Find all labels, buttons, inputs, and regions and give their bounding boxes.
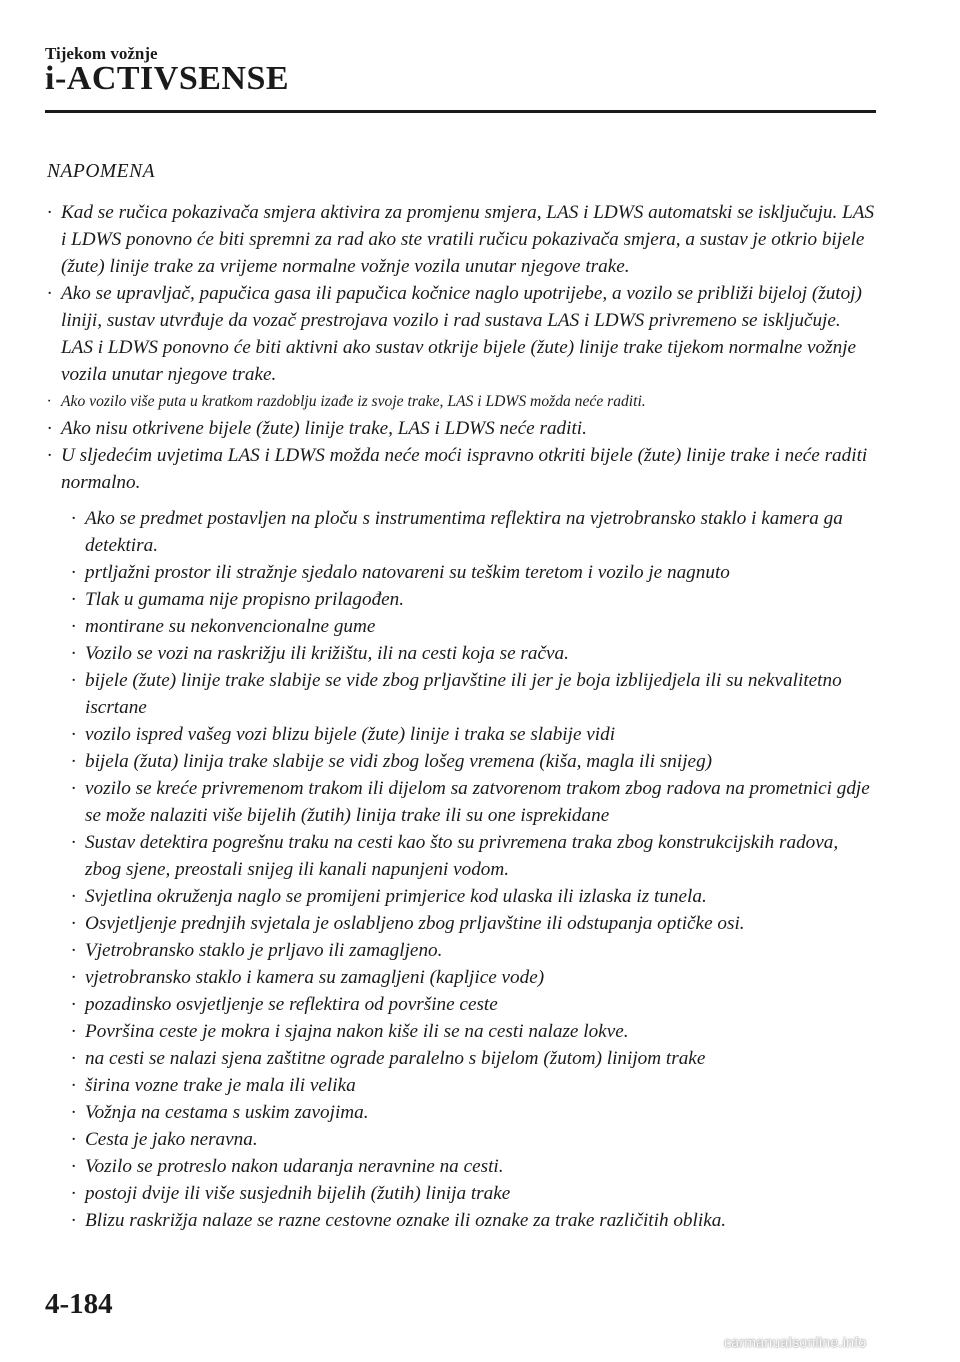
sub-bullet-item [71,505,877,559]
note-heading: NAPOMENA [47,161,155,182]
bullet-text: Ako vozilo više puta u kratkom razdoblju izađe iz svoje trake, LAS i LDWS možda neće raditi. [61,393,646,410]
bullet-dot: · [71,1075,76,1096]
sub-bullet-item [71,667,877,721]
bullet-text: Kad se ručica pokazivača smjera aktivira za promjenu smjera, LAS i LDWS automatski se isključuju. LAS i LDWS ponovno će biti spremni za rad ako ste vratili ručicu pokazivača smjera, a sustav je otkrio bijele (žute) linije trake za vrijeme normalne vožnje vozila unutar njegove trake. [61,202,875,277]
bullet-dot: · [71,589,76,610]
sub-bullet-item [71,586,877,613]
bullet-dot: · [71,994,76,1015]
sub-bullet-item [71,829,877,883]
sub-bullet-text: vjetrobransko staklo i kamera su zamagljeni (kapljice vode) [85,967,545,988]
sub-bullet-item [71,559,877,586]
bullet-item [47,415,877,442]
sub-bullet-item [71,910,877,937]
page-number: 4-184 [45,1288,113,1320]
header-rule [45,110,876,113]
bullet-item [47,388,877,415]
bullet-dot: · [71,1102,76,1123]
sub-bullet-item [71,748,877,775]
bullet-item [47,280,877,388]
sub-bullet-text: Tlak u gumama nije propisno prilagođen. [85,589,405,610]
sub-bullet-text: Vozilo se protreslo nakon udaranja neravnine na cesti. [85,1156,504,1177]
bullet-item [47,442,877,496]
bullet-dot: · [71,1021,76,1042]
sub-bullet-text: Vjetrobransko staklo je prljavo ili zamagljeno. [85,940,443,961]
sub-bullet-text: Cesta je jako neravna. [85,1129,258,1150]
bullet-dot: · [71,967,76,988]
sub-bullet-item [71,1207,877,1234]
sub-bullet-text: Osvjetljenje prednjih svjetala je oslabljeno zbog prljavštine ili odstupanja optičke osi. [85,913,745,934]
bullet-dot: · [71,724,76,745]
bullet-text: U sljedećim uvjetima LAS i LDWS možda neće moći ispravno otkriti bijele (žute) linije trake i neće raditi normalno. [61,445,868,493]
bullet-dot: · [71,1048,76,1069]
sub-bullet-text: prtljažni prostor ili stražnje sjedalo natovareni su teškim teretom i vozilo je nagnuto [85,562,730,583]
watermark: carmanualsonline.info [724,1334,867,1350]
bullet-dot: · [71,1183,76,1204]
bullet-dot: · [47,393,51,410]
bullet-dot: · [47,283,52,304]
sub-bullet-item [71,1180,877,1207]
sub-bullet-text: Svjetlina okruženja naglo se promijeni primjerice kod ulaska ili izlaska iz tunela. [85,886,707,907]
sub-bullet-item [71,1126,877,1153]
bullet-dot: · [71,751,76,772]
sub-bullet-text: vozilo ispred vašeg vozi blizu bijele (žute) linije i traka se slabije vidi [85,724,616,745]
sub-bullet-text: Vožnja na cestama s uskim zavojima. [85,1102,369,1123]
sub-bullet-text: vozilo se kreće privremenom trakom ili dijelom sa zatvorenom trakom zbog radova na prometnici gdje se može nalaziti više bijelih (žutih) linija trake ili su one isprekidane [85,778,870,826]
note-content [47,199,877,1234]
sub-bullet-text: širina vozne trake je mala ili velika [85,1075,356,1096]
sub-bullet-item [71,883,877,910]
bullet-item [47,199,877,280]
sub-bullet-item [71,1018,877,1045]
bullet-dot: · [71,670,76,691]
bullet-dot: · [47,202,52,223]
sub-bullet-text: na cesti se nalazi sjena zaštitne ograde paralelno s bijelom (žutom) linijom trake [85,1048,706,1069]
chapter-title: i-ACTIVSENSE [45,60,290,97]
sub-bullet-text: Površina ceste je mokra i sjajna nakon kiše ili se na cesti nalaze lokve. [85,1021,629,1042]
bullet-dot: · [47,418,52,439]
sub-bullet-text: Vozilo se vozi na raskrižju ili križištu, ili na cesti koja se račva. [85,643,569,664]
bullet-dot: · [71,913,76,934]
sub-bullet-text: Blizu raskrižja nalaze se razne cestovne oznake ili oznake za trake različitih oblika. [85,1210,727,1231]
bullet-dot: · [71,886,76,907]
sub-bullet-text: montirane su nekonvencionalne gume [85,616,376,637]
sub-bullet-item [71,1045,877,1072]
sub-bullet-text: Sustav detektira pogrešnu traku na cesti kao što su privremena traka zbog konstrukcijskih radova, zbog sjene, preostali snijeg ili kanali napunjeni vodom. [85,832,839,880]
sub-bullet-item [71,613,877,640]
sub-bullet-text: bijele (žute) linije trake slabije se vide zbog prljavštine ili jer je boja izblijedjela ili su nekvalitetno iscrtane [85,670,842,718]
bullet-dot: · [71,1129,76,1150]
bullet-dot: · [71,616,76,637]
sub-bullet-item [71,991,877,1018]
bullet-text: Ako se upravljač, papučica gasa ili papučica kočnice naglo upotrijebe, a vozilo se približi bijeloj (žutoj) liniji, sustav utvrđuje da vozač prestrojava vozilo i rad sustava LAS i LDWS privremeno se isključuje. LAS i LDWS ponovno će biti aktivni ako sustav otkrije bijele (žute) linije trake tijekom normalne vožnje vozila unutar njegove trake. [61,283,862,385]
sub-bullet-list [47,505,877,1234]
bullet-dot: · [71,643,76,664]
bullet-dot: · [71,1210,76,1231]
sub-bullet-item [71,640,877,667]
bullet-text: Ako nisu otkrivene bijele (žute) linije trake, LAS i LDWS neće raditi. [61,418,587,439]
sub-bullet-item [71,1072,877,1099]
bullet-dot: · [71,508,76,529]
sub-bullet-text: bijela (žuta) linija trake slabije se vidi zbog lošeg vremena (kiša, magla ili snijeg) [85,751,713,772]
bullet-dot: · [71,940,76,961]
sub-bullet-item [71,1153,877,1180]
sub-bullet-item [71,964,877,991]
bullet-dot: · [71,1156,76,1177]
bullet-dot: · [71,832,76,853]
sub-bullet-item [71,937,877,964]
sub-bullet-text: postoji dvije ili više susjednih bijelih (žutih) linija trake [85,1183,511,1204]
sub-bullet-text: pozadinsko osvjetljenje se reflektira od površine ceste [85,994,498,1015]
bullet-dot: · [71,778,76,799]
sub-bullet-item [71,775,877,829]
sub-bullet-text: Ako se predmet postavljen na ploču s instrumentima reflektira na vjetrobransko staklo i kamera ga detektira. [85,508,843,556]
bullet-dot: · [47,445,52,466]
sub-bullet-item [71,1099,877,1126]
sub-bullet-item [71,721,877,748]
section-title: Tijekom vožnje [45,44,158,63]
bullet-dot: · [71,562,76,583]
